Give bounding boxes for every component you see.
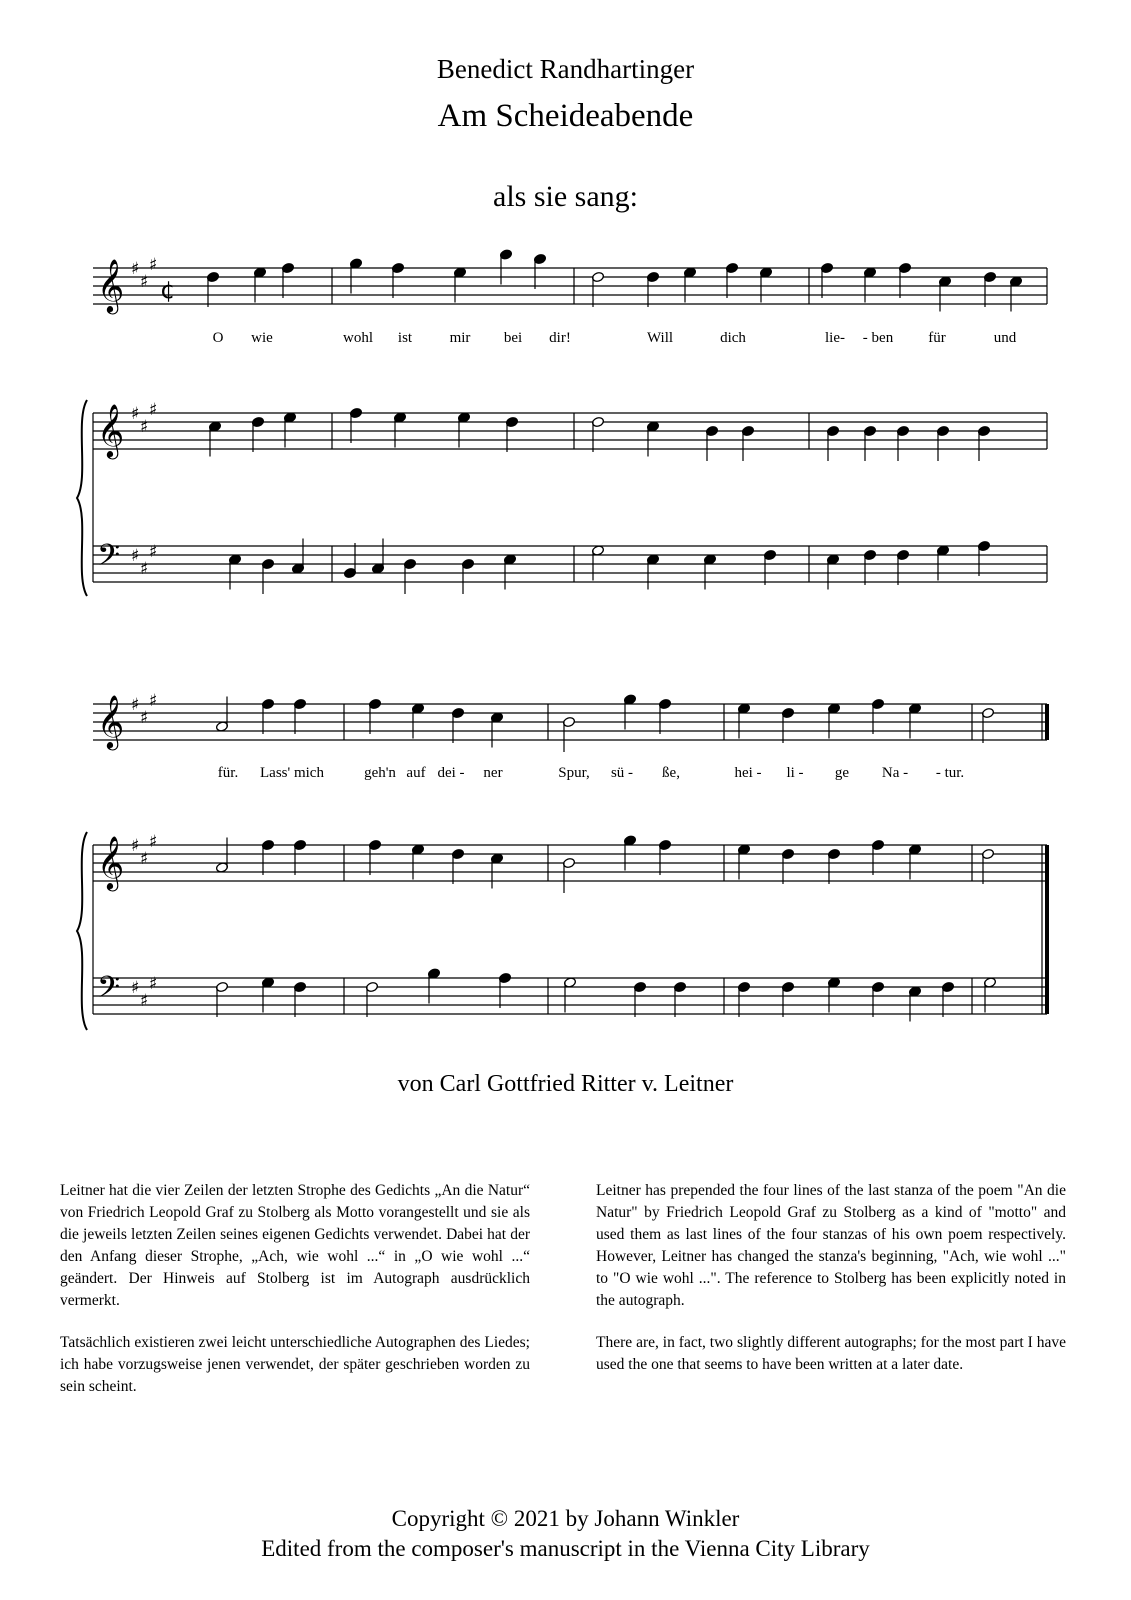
lyric-syllable: dir! [549,330,571,346]
treble-clef-icon: 𝄞 [97,403,125,457]
notes-english-paragraph: Leitner has prepended the four lines of the last stanza of the poem "An die Natur" by Friedrich Leopold Graf zu Stolberg as a kind of "motto" and used them as last lines of the four stanzas of his own poem respectively. However, Leitner has changed the stanza's beginning, "Ach, wie wohl ..." to "O wie wohl ...". The reference to Stolberg has been explicitly noted in the autograph. [596,1182,1066,1309]
lyric-syllable: für [928,330,946,346]
composer-name: Benedict Randhartinger [436,54,695,84]
notes-german-paragraph: Leitner hat die vier Zeilen der letzten Strophe des Gedichts „An die Natur“ von Friedrich Leopold Graf zu Stolberg als Motto vorangestellt und sie als die jeweils letzten Zeilen seines eigenen Gedichts verwendet. Dabei hat der den Anfang dieser Strophe, „Ach, wie wohl ...“ in „O wie wohl ...“ geändert. Der Hinweis auf Stolberg ist im Autograph ausdrücklich vermerkt. [60,1182,530,1309]
notes-german-paragraph: Tatsächlich existieren zwei leicht unterschiedliche Autographen des Liedes; ich habe vorzugsweise jenen verwendet, der später geschrieben worden zu sein scheint. [60,1334,530,1395]
piece-subtitle: als sie sang: [493,180,638,213]
sharp-icon: ♯ [131,695,140,715]
lyric-syllable: für. [217,765,239,781]
lyric-syllable: mir [449,330,471,346]
lyric-syllable: ge [834,765,850,781]
sharp-icon: ♯ [149,974,158,994]
lyric-syllable: Spur, [558,765,590,781]
sharp-icon: ♯ [140,708,149,728]
sharp-icon: ♯ [149,832,158,852]
lyric-syllable: sü - [610,765,634,781]
piece-title: Am Scheideabende [437,98,694,134]
treble-clef-icon: 𝄞 [97,835,125,889]
alla-breve-icon: ¢ [160,276,176,304]
sharp-icon: ♯ [131,259,140,279]
sharp-icon: ♯ [149,542,158,562]
notes-english [596,1180,1066,1396]
sharp-icon: ♯ [149,691,158,711]
lyric-syllable: O [212,330,224,346]
edition-note: Edited from the composer's manuscript in the Vienna City Library [261,1536,870,1561]
sharp-icon: ♯ [131,836,140,856]
sharp-icon: ♯ [140,991,149,1011]
lyric-syllable: dich [720,330,746,346]
piano-brace [77,832,87,1030]
sharp-icon: ♯ [131,404,140,424]
lyric-syllable: Na - [881,765,909,781]
sharp-icon: ♯ [149,255,158,275]
lyric-syllable: hei - [734,765,762,781]
lyric-syllable: li - [786,765,804,781]
lyric-syllable: wohl [343,330,373,346]
lyric-syllable: ße, [662,765,680,781]
lyric-syllable: lie- [825,330,845,346]
lyric-syllable: bei [503,330,523,346]
sharp-icon: ♯ [140,849,149,869]
sharp-icon: ♯ [140,559,149,579]
treble-clef-icon: 𝄞 [97,694,125,748]
sharp-icon: ♯ [149,400,158,420]
copyright-notice: Copyright © 2021 by Johann Winkler [391,1506,740,1531]
lyric-syllable: - ben [862,330,894,346]
lyric-syllable: ner [483,765,503,781]
lyric-syllable: ist [397,330,413,346]
poet-credit: von Carl Gottfried Ritter v. Leitner [397,1071,734,1097]
lyric-syllable: Will [646,330,674,346]
lyric-syllable: und [993,330,1017,346]
lyric-syllable: Lass' mich [260,765,324,781]
piano-brace [77,400,87,596]
lyric-syllable: auf [406,765,426,781]
sharp-icon: ♯ [131,546,140,566]
lyric-syllable: dei - [437,765,465,781]
lyric-syllable: wie [251,330,273,346]
notes-english-paragraph: There are, in fact, two slightly different autographs; for the most part I have used the one that seems to have been written at a later date. [596,1334,1066,1373]
sharp-icon: ♯ [140,272,149,292]
notes-german [60,1180,530,1418]
lyric-syllable: geh'n [364,765,396,781]
bass-clef-icon: 𝄢 [97,539,121,580]
bass-clef-icon: 𝄢 [97,971,121,1012]
sharp-icon: ♯ [140,417,149,437]
treble-clef-icon: 𝄞 [97,258,125,312]
lyric-syllable: - tur. [935,765,965,781]
sharp-icon: ♯ [131,978,140,998]
